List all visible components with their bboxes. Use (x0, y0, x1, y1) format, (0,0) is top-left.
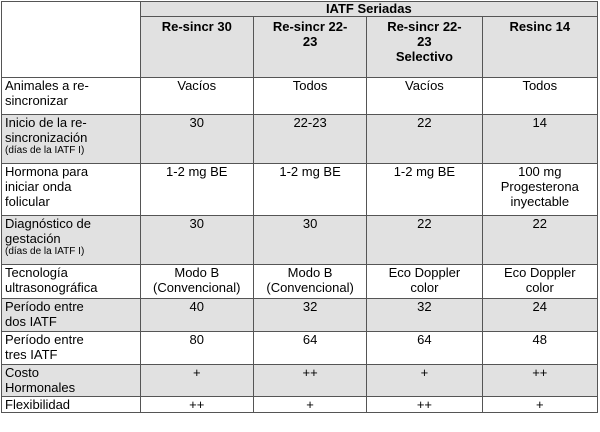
column-header-line: Re-sincr 30 (161, 19, 232, 34)
table-cell: + (253, 397, 366, 413)
cell-line: Modo B (174, 265, 220, 280)
row-label-line: Período entre (5, 332, 84, 347)
row-label-note: (días de la IATF I) (5, 246, 85, 257)
row-label-line: dos IATF (5, 314, 57, 329)
table-row (2, 164, 598, 216)
table-row (2, 365, 598, 397)
row-label-line: folicular (5, 194, 50, 209)
table-cell: Vacíos (367, 78, 482, 115)
row-label-line: Animales a re- (5, 78, 89, 93)
cell-line: color (410, 280, 439, 295)
cell-line: Eco Doppler (504, 265, 576, 280)
row-label (2, 265, 141, 299)
row-label (2, 115, 141, 164)
cell-line: Modo B (287, 265, 333, 280)
row-label (2, 332, 141, 365)
table-cell (482, 164, 597, 216)
cell-line: (Convencional) (266, 280, 354, 295)
row-label-line: Costo (5, 365, 39, 380)
table-row (2, 216, 598, 265)
column-header-line: 23 (302, 34, 318, 49)
row-label-line: Diagnóstico de (5, 216, 91, 231)
row-label-line: Hormona para (5, 164, 89, 179)
table-cell: 1-2 mg BE (253, 164, 366, 216)
row-label-line: sincronización (5, 130, 88, 145)
table-cell: + (367, 365, 482, 397)
table-cell: + (140, 365, 253, 397)
table-cell (140, 265, 253, 299)
row-label-line: gestación (5, 231, 61, 246)
column-header-line: Resinc 14 (509, 19, 571, 34)
table-cell: 30 (253, 216, 366, 265)
table-cell: 14 (482, 115, 597, 164)
table-cell: 22-23 (253, 115, 366, 164)
column-header-line: Selectivo (395, 49, 453, 64)
row-label (2, 216, 141, 265)
corner-cell (2, 2, 141, 78)
table-cell: 1-2 mg BE (367, 164, 482, 216)
iatf-comparison-table (1, 1, 598, 413)
group-header: IATF Seriadas (140, 2, 597, 17)
table-row (2, 332, 598, 365)
row-label-line: Inicio de la re- (5, 115, 87, 130)
cell-line: inyectable (510, 194, 570, 209)
row-label-line: Período entre (5, 299, 84, 314)
table-cell (367, 265, 482, 299)
row-label-line: Flexibilidad (5, 397, 71, 412)
cell-line: color (525, 280, 554, 295)
table-cell: 30 (140, 216, 253, 265)
table-cell: 80 (140, 332, 253, 365)
column-header-resinc-14 (482, 17, 597, 78)
table-cell (482, 265, 597, 299)
table-cell: 32 (367, 299, 482, 332)
table-cell: 1-2 mg BE (140, 164, 253, 216)
row-label-line: iniciar onda (5, 179, 72, 194)
table-row (2, 397, 598, 413)
table-row (2, 299, 598, 332)
row-label (2, 365, 141, 397)
table-cell: ++ (367, 397, 482, 413)
table-cell: ++ (140, 397, 253, 413)
row-label-line: tres IATF (5, 347, 58, 362)
column-header-resincr-30 (140, 17, 253, 78)
table-cell (253, 265, 366, 299)
table-cell: 24 (482, 299, 597, 332)
column-header-line: Re-sincr 22- (387, 19, 462, 34)
cell-line: (Convencional) (153, 280, 241, 295)
column-header-resincr-22-23-selectivo (367, 17, 482, 78)
table-cell: Todos (253, 78, 366, 115)
row-label-line: Tecnología (5, 265, 68, 280)
table-cell: 30 (140, 115, 253, 164)
row-label-line: sincronizar (5, 93, 68, 108)
row-label-note: (días de la IATF I) (5, 145, 85, 156)
column-header-resincr-22-23 (253, 17, 366, 78)
cell-line: 100 mg (518, 164, 562, 179)
table-cell: + (482, 397, 597, 413)
table-cell: 32 (253, 299, 366, 332)
column-header-line: Re-sincr 22- (272, 19, 348, 34)
cell-line: Eco Doppler (388, 265, 461, 280)
table-cell: 64 (253, 332, 366, 365)
row-label (2, 78, 141, 115)
row-label-line: ultrasonográfica (5, 280, 98, 295)
table-cell: Vacíos (140, 78, 253, 115)
cell-line: Progesterona (500, 179, 579, 194)
table-row (2, 265, 598, 299)
row-label (2, 397, 141, 413)
table-row (2, 115, 598, 164)
column-header-line: 23 (417, 34, 432, 49)
table-cell: 22 (367, 115, 482, 164)
table-cell: 40 (140, 299, 253, 332)
table-row (2, 78, 598, 115)
row-label-line: Hormonales (5, 380, 76, 395)
table-cell: ++ (482, 365, 597, 397)
table-cell: 22 (367, 216, 482, 265)
row-label (2, 299, 141, 332)
table-cell: Todos (482, 78, 597, 115)
table-cell: 64 (367, 332, 482, 365)
table-cell: 48 (482, 332, 597, 365)
table-cell: 22 (482, 216, 597, 265)
table-cell: ++ (253, 365, 366, 397)
row-label (2, 164, 141, 216)
